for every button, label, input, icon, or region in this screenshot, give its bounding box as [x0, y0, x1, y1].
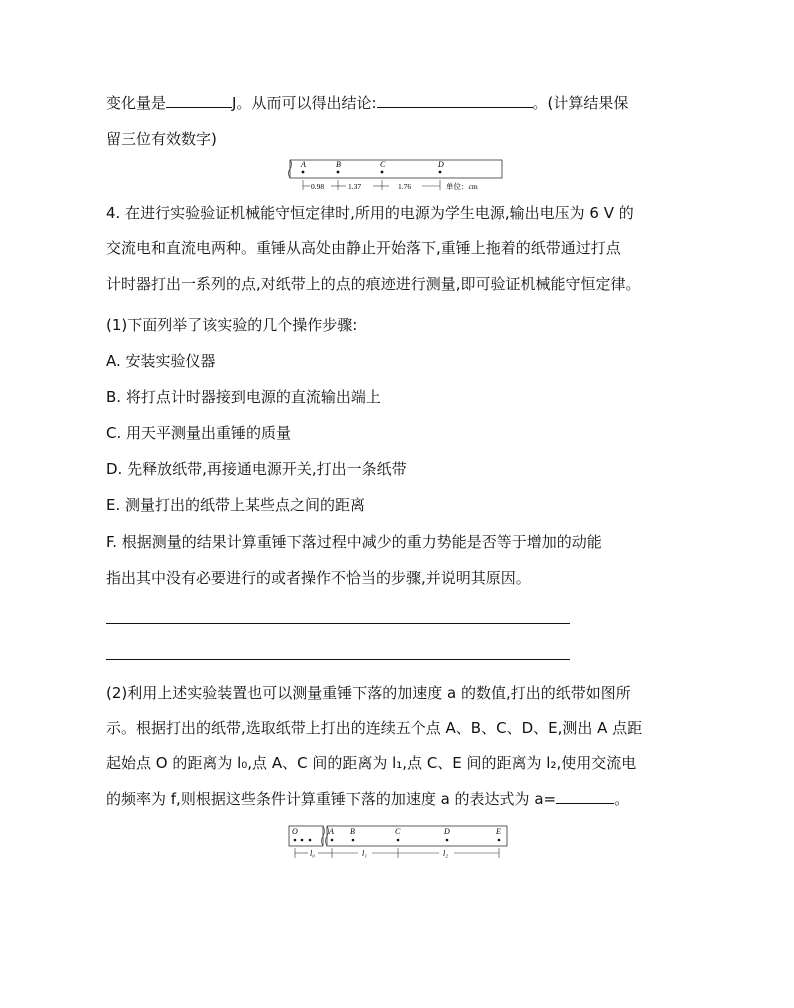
answer-sentence-top — [106, 93, 628, 113]
text-fragment: 变化量是 — [106, 94, 167, 112]
point-label-c: C — [395, 827, 401, 836]
step-e: E. 测量打出的纸带上某些点之间的距离 — [106, 496, 366, 514]
answer-line-1[interactable] — [106, 623, 570, 624]
part-2-line-2: 示。根据打出的纸带,选取纸带上打出的连续五个点 A、B、C、D、E,测出 A 点距 — [106, 719, 643, 737]
step-d: D. 先释放纸带,再接通电源开关,打出一条纸带 — [106, 460, 407, 478]
tape-point — [498, 839, 501, 842]
answer-line-2[interactable] — [106, 659, 570, 660]
tape-outline — [290, 160, 502, 178]
tape-point — [294, 839, 297, 842]
tape-figure-2 — [286, 824, 518, 864]
point-label-d: D — [438, 160, 444, 169]
question-4-intro-2: 交流电和直流电两种。重锤从高处由静止开始落下,重锤上拖着的纸带通过打点 — [106, 239, 621, 257]
segment-label: 1.37 — [348, 182, 362, 191]
segment-label-l2: l₂ — [443, 849, 449, 858]
tape-point — [381, 171, 384, 174]
step-b: B. 将打点计时器接到电源的直流输出端上 — [106, 388, 381, 406]
tape-point — [302, 171, 305, 174]
tape-break-mark — [322, 826, 329, 846]
point-label-b: B — [350, 827, 355, 836]
tape-point — [397, 839, 400, 842]
text-fragment: 。(计算结果保 — [532, 94, 629, 112]
part-2-line-4 — [106, 789, 629, 809]
answer-blank-energy[interactable] — [166, 93, 232, 108]
answer-blank-conclusion[interactable] — [377, 93, 533, 108]
part-1-title: (1)下面列举了该实验的几个操作步骤: — [106, 316, 358, 334]
point-label-c: C — [380, 160, 386, 169]
answer-blank-acceleration[interactable] — [556, 789, 614, 804]
segment-label-l1: l₁ — [362, 849, 368, 858]
tape-point — [301, 839, 304, 842]
point-label-a: A — [329, 827, 334, 836]
question-4-intro-1: 4. 在进行实验验证机械能守恒定律时,所用的电源为学生电源,输出电压为 6 V 的 — [106, 204, 634, 222]
point-label-b: B — [336, 160, 341, 169]
step-a: A. 安装实验仪器 — [106, 352, 216, 370]
step-f: F. 根据测量的结果计算重锤下落过程中减少的重力势能是否等于增加的动能 — [106, 533, 602, 551]
segment-label-l0: l₀ — [310, 849, 316, 858]
text-fragment: 。 — [614, 790, 630, 808]
unit-label: 单位：cm — [446, 182, 478, 191]
tape-point — [446, 839, 449, 842]
point-label-d: D — [444, 827, 450, 836]
point-label-a: A — [301, 160, 306, 169]
point-label-o: O — [292, 827, 298, 836]
point-label-e: E — [496, 827, 501, 836]
tape-point — [309, 839, 312, 842]
text-fragment: 的频率为 f,则根据这些条件计算重锤下落的加速度 a 的表达式为 a= — [106, 790, 557, 808]
text-fragment: J。从而可以得出结论: — [232, 94, 377, 112]
part-1-instruction: 指出其中没有必要进行的或者操作不恰当的步骤,并说明其原因。 — [106, 569, 531, 587]
answer-sentence-top-continued: 留三位有效数字) — [106, 130, 217, 148]
question-4-intro-3: 计时器打出一系列的点,对纸带上的点的痕迹进行测量,即可验证机械能守恒定律。 — [106, 275, 641, 293]
tape-figure-1 — [286, 158, 526, 194]
segment-label: 1.76 — [398, 182, 412, 191]
step-c: C. 用天平测量出重锤的质量 — [106, 424, 292, 442]
tape-point — [337, 171, 340, 174]
tape-point — [439, 171, 442, 174]
part-2-line-1: (2)利用上述实验装置也可以测量重锤下落的加速度 a 的数值,打出的纸带如图所 — [106, 684, 631, 702]
segment-label: 0.98 — [311, 182, 325, 191]
tape-point — [331, 839, 334, 842]
tape-point — [352, 839, 355, 842]
part-2-line-3: 起始点 O 的距离为 l₀,点 A、C 间的距离为 l₁,点 C、E 间的距离为 l₂,使用交流电 — [106, 754, 637, 772]
